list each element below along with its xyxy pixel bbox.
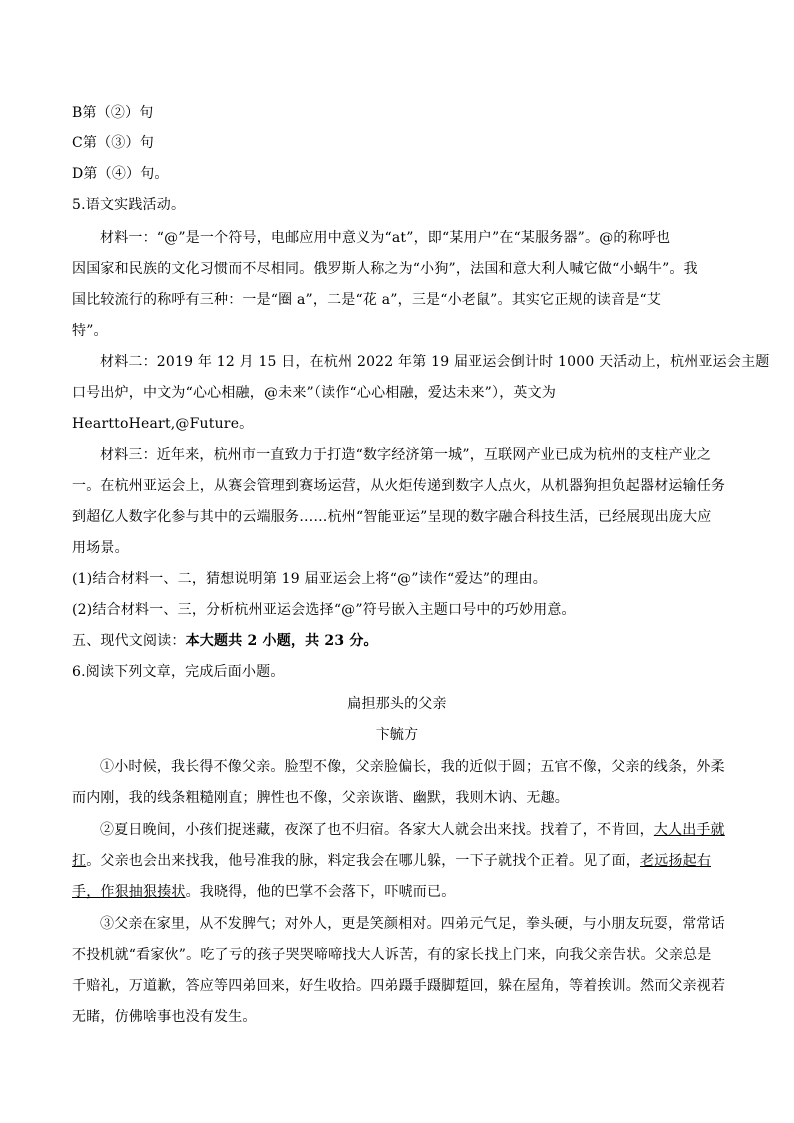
material-2-line: HearttoHeart,@Future。 (72, 416, 254, 432)
paragraph-1-line: 而内刚，我的线条粗糙刚直；脾性也不像，父亲诙谐、幽默，我则木讷、无趣。 (72, 790, 569, 806)
question-6-title: 6.阅读下列文章，完成后面小题。 (72, 664, 285, 680)
underlined-phrase: 扛 (72, 853, 87, 869)
paragraph-3-line: 不投机就“看家伙”。吃了亏的孩子哭哭啼啼找大人诉苦，有的家长找上门来，向我父亲告状。父亲总是 (72, 947, 712, 963)
section-heading (72, 631, 722, 651)
paragraph-3-line: 无睹，仿佛啥事也没有发生。 (72, 1009, 257, 1025)
paragraph-3-line: ③父亲在家里，从不发脾气；对外人，更是笑颜相对。四弟元气足，拳头硬，与小朋友玩耍，常常话 (100, 916, 725, 932)
paragraph-3-line: 千赔礼，万道歉，答应等四弟回来，好生收拾。四弟蹑手蹑脚踅回，躲在屋角，等着挨训。然而父亲视若 (72, 978, 726, 994)
underlined-phrase: 手，作狠抽狠揍状 (72, 884, 186, 900)
material-1-line: 特”。 (72, 323, 108, 339)
article-author: 卞毓方 (375, 727, 419, 743)
material-1-line: 材料一：“@”是一个符号，电邮应用中意义为“at”，即“某用户”在“某服务器”。@的称呼也 (100, 230, 671, 246)
material-3-line: 到超亿人数字化参与其中的云端服务……杭州“智能亚运”呈现的数字融合科技生活，已经展现出庞大应 (72, 509, 712, 525)
paragraph-2-text: ②夏日晚间，小孩们捉迷藏，夜深了也不归宿。各家大人就会出来找。找着了，不肯回， (100, 822, 654, 838)
paragraph-1-line: ①小时候，我长得不像父亲。脸型不像，父亲脸偏长，我的近似于圆；五官不像，父亲的线条，外柔 (100, 759, 725, 775)
material-3-line: 材料三：近年来，杭州市一直致力于打造“数字经济第一城”，互联网产业已成为杭州的支柱产业之 (100, 447, 712, 463)
option-c: C第（③）句 (72, 135, 154, 151)
option-d: D第（④）句。 (72, 166, 169, 182)
sub-question-1: (1)结合材料一、二，猜想说明第 19 届亚运会上将“@”读作“爱达”的理由。 (72, 571, 547, 587)
paragraph-2-line (72, 882, 722, 902)
material-1-line: 国比较流行的称呼有三种：一是“圈 a”，二是“花 a”，三是“小老鼠”。其实它正规的读音是“艾 (72, 292, 662, 308)
material-2-line: 口号出炉，中文为“心心相融，@未来”（读作“心心相融，爱达未来”），英文为 (72, 385, 557, 401)
section-heading-score: 本大题共 2 小题，共 23 分。 (185, 633, 378, 649)
material-1-line: 因国家和民族的文化习惯而不尽相同。俄罗斯人称之为“小狗”，法国和意大利人喊它做“小蜗牛”。我 (72, 261, 698, 277)
underlined-phrase: 大人出手就 (653, 822, 725, 838)
material-2-line: 材料二：2019 年 12 月 15 日，在杭州 2022 年第 19 届亚运会倒计时 1000 天活动上，杭州亚运会主题 (100, 354, 770, 370)
material-3-line: 一。在杭州亚运会上，从赛会管理到赛场运营，从火炬传递到数字人点火，从机器狗担负起器材运输任务 (72, 478, 726, 494)
underlined-phrase: 老远扬起右 (640, 853, 712, 869)
article-title: 扁担那头的父亲 (347, 696, 447, 712)
paragraph-2-line (100, 820, 725, 840)
section-heading-prefix: 五、现代文阅读： (72, 633, 186, 649)
option-b: B第（②）句 (72, 105, 154, 121)
paragraph-2-text: 。父亲也会出来找我，他号准我的脉，料定我会在哪儿躲，一下子就找个正着。见了面， (86, 853, 641, 869)
material-3-line: 用场景。 (72, 540, 129, 556)
paragraph-2-line (72, 851, 722, 871)
paragraph-2-text: 。我晓得，他的巴掌不会落下，吓唬而已。 (185, 884, 456, 900)
sub-question-2: (2)结合材料一、三，分析杭州亚运会选择“@”符号嵌入主题口号中的巧妙用意。 (72, 602, 576, 618)
question-5-title: 5.语文实践活动。 (72, 197, 186, 213)
